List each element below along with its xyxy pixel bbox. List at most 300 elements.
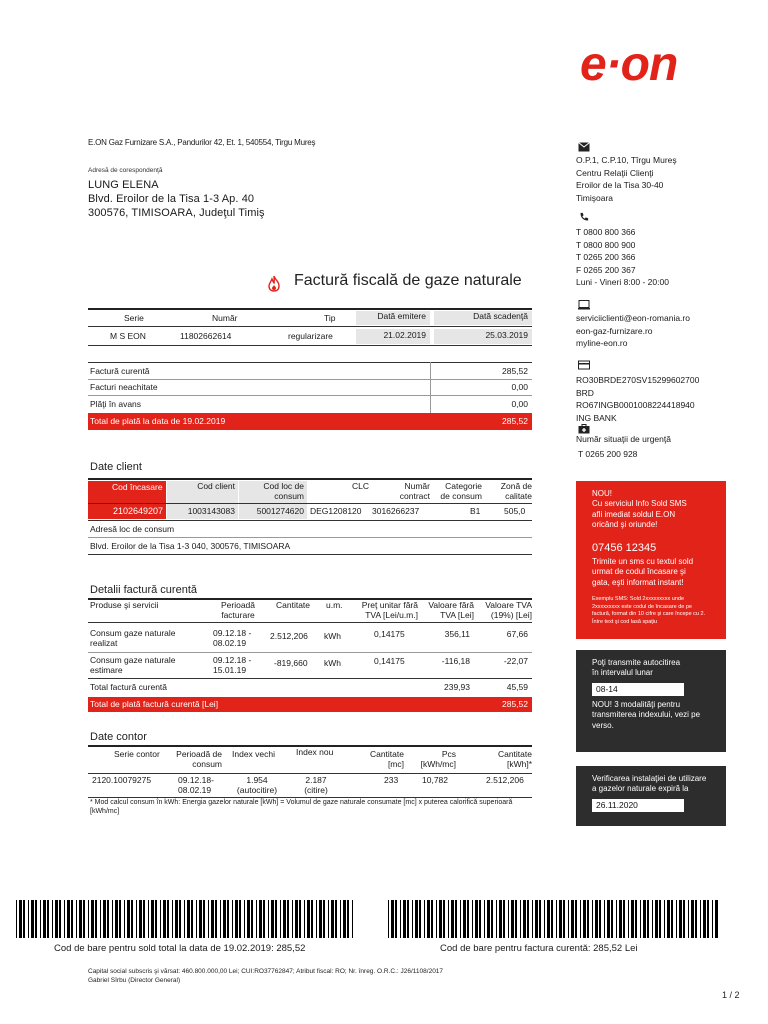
- barcode-bar: [172, 900, 173, 938]
- barcode-bar: [295, 900, 298, 938]
- barcode-bar: [196, 900, 197, 938]
- meter-header-qty-kwh: Cantitate [kWh]*: [497, 749, 532, 769]
- barcode-bar: [251, 900, 253, 938]
- barcode-bar: [211, 900, 214, 938]
- barcode-bar: [484, 900, 485, 938]
- client-cod-incasare-cell: [88, 504, 166, 519]
- sms-number: 07456 12345: [592, 541, 657, 554]
- total-due-bar: [88, 413, 532, 430]
- barcode-bar: [83, 900, 85, 938]
- barcode-bar: [203, 900, 205, 938]
- website-link[interactable]: eon-gaz-furnizare.ro: [576, 325, 653, 336]
- barcode-bar: [232, 900, 233, 938]
- barcode-bar: [31, 900, 34, 938]
- barcode-bar: [523, 900, 526, 938]
- summary-advance-value: 0,00: [511, 399, 528, 409]
- barcode-bar: [215, 900, 217, 938]
- barcode-bar: [316, 900, 317, 938]
- barcode-bar: [235, 900, 238, 938]
- promo-line: afli imediat soldul E.ON: [592, 509, 676, 519]
- barcode-bar: [167, 900, 169, 938]
- phone-line: T 0800 800 366: [576, 227, 636, 237]
- barcode-bar: [64, 900, 65, 938]
- barcode-bar: [244, 900, 245, 938]
- barcode-bar: [79, 900, 82, 938]
- postal-line: Centru Relaţii Clienţi: [576, 167, 654, 178]
- barcode-bar: [247, 900, 250, 938]
- meter-header-serie: Serie contor: [114, 749, 160, 759]
- barcode-bar: [604, 900, 605, 938]
- details-header-um: u.m.: [326, 600, 343, 610]
- details-row2-product: Consum gaze naturale estimare: [90, 655, 176, 675]
- details-total-value: 239,93: [444, 682, 470, 692]
- barcode-bar: [220, 900, 221, 938]
- barcode-bar: [119, 900, 121, 938]
- client-clc: DEG1208120: [310, 506, 362, 516]
- barcode-bar: [47, 900, 49, 938]
- barcode-bar: [535, 900, 538, 938]
- client-header-cod-client: Cod client: [167, 481, 238, 503]
- barcode-bar: [676, 900, 677, 938]
- barcode-bar: [595, 900, 598, 938]
- barcode-bar: [460, 900, 461, 938]
- barcode-bar: [451, 900, 454, 938]
- barcode-bar: [479, 900, 481, 938]
- barcode-bar: [700, 900, 701, 938]
- details-row1-value: 356,11: [444, 629, 470, 639]
- header-label-numar: Număr: [212, 313, 238, 323]
- barcode-bar: [103, 900, 106, 938]
- details-header-product: Produse şi servicii: [90, 600, 159, 610]
- phone-line: T 0800 800 900: [576, 239, 636, 250]
- client-header-contract: Număr contract: [399, 481, 430, 501]
- barcode-bar: [691, 900, 694, 938]
- recipient-address: [88, 178, 265, 220]
- client-header-categorie: Categorie de consum: [440, 481, 482, 501]
- barcode-bar: [688, 900, 689, 938]
- contact-phones: [576, 226, 669, 289]
- barcode-bar: [148, 900, 149, 938]
- barcode-bar: [328, 900, 329, 938]
- barcode-bar: [223, 900, 226, 938]
- details-header-vat: Valoare TVA (19%) [Lei]: [485, 600, 532, 620]
- barcode-bar: [715, 900, 718, 938]
- details-row1-um: kWh: [324, 631, 341, 641]
- barcode-bar: [556, 900, 557, 938]
- barcode-bar: [95, 900, 97, 938]
- barcode-bar: [619, 900, 622, 938]
- summary-current-value: 285,52: [502, 366, 528, 376]
- summary-unpaid-value: 0,00: [511, 382, 528, 392]
- barcode-bar: [415, 900, 418, 938]
- barcode-bar: [667, 900, 670, 938]
- barcode-bar: [139, 900, 142, 938]
- barcode-bar: [88, 900, 89, 938]
- place-label: Adresă loc de consum: [90, 524, 175, 534]
- barcode-bar: [443, 900, 445, 938]
- meter-serial: 2120.10079275: [92, 775, 152, 785]
- barcode-bar: [179, 900, 181, 938]
- barcode-total-caption: Cod de bare pentru sold total la data de 19.02.2019: 285,52: [54, 943, 306, 954]
- barcode-bar: [184, 900, 185, 938]
- header-label-issue-date: Dată emitere: [356, 311, 430, 325]
- card-icon: [578, 360, 590, 370]
- barcode-bar: [611, 900, 613, 938]
- info-sold-sms-panel: [576, 481, 726, 639]
- barcode-bar: [652, 900, 653, 938]
- place-value: Blvd. Eroilor de la Tisa 1-3 040, 300576, TIMISOARA: [90, 541, 291, 551]
- barcode-bar: [335, 900, 337, 938]
- details-row2-price: 0,14175: [374, 656, 405, 666]
- total-due-value: 285,52: [502, 416, 528, 426]
- barcode-bar: [547, 900, 550, 938]
- barcode-bar: [35, 900, 37, 938]
- meter-pcs: 10,782: [422, 775, 448, 785]
- details-row1-vat: 67,66: [506, 629, 528, 639]
- barcode-bar: [191, 900, 193, 938]
- barcode-bar: [671, 900, 673, 938]
- barcode-bar: [640, 900, 641, 938]
- envelope-icon: [578, 142, 590, 152]
- barcode-bar: [475, 900, 478, 938]
- barcode-bar: [527, 900, 529, 938]
- barcode-bar: [227, 900, 229, 938]
- summary-advance-label: Plăţi în avans: [90, 399, 142, 409]
- barcode-bar: [208, 900, 209, 938]
- meter-period: 09.12.18- 08.02.19: [178, 775, 214, 795]
- barcode-bar: [439, 900, 442, 938]
- meter-header-old-index: Index vechi: [232, 749, 275, 759]
- barcode-bar: [151, 900, 154, 938]
- reading-interval: 08-14: [592, 683, 684, 696]
- barcode-bar: [124, 900, 125, 938]
- barcode-bar: [515, 900, 517, 938]
- barcode-bar: [52, 900, 53, 938]
- barcode-bar: [160, 900, 161, 938]
- barcode-bar: [136, 900, 137, 938]
- client-header-cod-incasare-text: Cod încasare: [112, 482, 163, 492]
- barcode-bar: [655, 900, 658, 938]
- details-pay-label: Total de plată factură curentă [Lei]: [90, 699, 219, 709]
- phone-line: Luni - Vineri 8:00 - 20:00: [576, 277, 669, 288]
- barcode-bar: [448, 900, 449, 938]
- header-label-due-date: Dată scadenţă: [434, 311, 532, 325]
- details-row1-price: 0,14175: [374, 629, 405, 639]
- barcode-bar: [712, 900, 713, 938]
- client-header-clc: CLC: [352, 481, 370, 491]
- barcode-bar: [71, 900, 73, 938]
- details-header-period: Perioadă facturare: [220, 600, 256, 620]
- barcode-bar: [616, 900, 617, 938]
- barcode-bar: [59, 900, 61, 938]
- details-row2-period: 09.12.18 - 15.01.19: [213, 655, 252, 675]
- barcode-bar: [275, 900, 277, 938]
- meter-section-title: Date contor: [90, 731, 147, 743]
- flame-icon: [266, 275, 282, 292]
- barcode-bar: [508, 900, 509, 938]
- barcode-bar: [28, 900, 29, 938]
- iban-line: RO67INGB0001008224418940: [576, 400, 695, 411]
- barcode-bar: [91, 900, 94, 938]
- barcode-bar: [395, 900, 397, 938]
- reading-line: Poţi transmite autocitirea: [592, 658, 681, 667]
- barcode-bar: [472, 900, 473, 938]
- invoice-number: 11802662614: [180, 331, 232, 341]
- barcode-bar: [340, 900, 341, 938]
- promo-desc: gata, eşti informat instant!: [592, 577, 684, 587]
- barcode-bar: [23, 900, 25, 938]
- barcode-bar: [155, 900, 157, 938]
- details-header-qty: Cantitate: [276, 600, 311, 610]
- recipient-city: 300576, TIMISOARA, Judeţul Timiş: [88, 207, 265, 219]
- barcode-bar: [487, 900, 490, 938]
- summary-current-label: Factură curentă: [90, 366, 150, 376]
- barcode-bar: [112, 900, 113, 938]
- barcode-bar: [16, 900, 17, 938]
- client-cod-loc: 5001274620: [239, 504, 307, 519]
- header-label-tip: Tip: [324, 313, 336, 323]
- details-row2-qty: -819,660: [274, 658, 308, 668]
- invoice-issue-date: 21.02.2019: [356, 329, 430, 344]
- email-link[interactable]: serviciiclienti@eon-romania.ro: [576, 313, 690, 323]
- barcode-bar: [311, 900, 313, 938]
- meter-note: * Mod calcul consum în kWh: Energia gazelor naturale [kWh] = Volumul de gaze naturale consumate [mc] x puterea calorifică superioară [kWh/mc]: [90, 799, 513, 815]
- computer-icon: [578, 300, 590, 310]
- promo-heading: NOU!: [592, 489, 612, 498]
- barcode-bar: [436, 900, 437, 938]
- barcode-bar: [496, 900, 497, 938]
- barcode-bar: [412, 900, 413, 938]
- total-due-label: Total de plată la data de 19.02.2019: [90, 416, 226, 426]
- details-row2-um: kWh: [324, 658, 341, 668]
- barcode-bar: [100, 900, 101, 938]
- promo-line: oricând şi oriunde!: [592, 520, 658, 530]
- barcode-bar: [520, 900, 521, 938]
- barcode-bar: [239, 900, 241, 938]
- barcode-bar: [592, 900, 593, 938]
- barcode-bar: [319, 900, 322, 938]
- barcode-bar: [292, 900, 293, 938]
- barcode-bar: [679, 900, 682, 938]
- barcode-bar: [551, 900, 553, 938]
- barcode-bar: [647, 900, 649, 938]
- barcode-bar: [587, 900, 589, 938]
- check-text: Verificarea instalaţiei de utilizare a gazelor naturale expiră la: [592, 774, 707, 794]
- promo-desc: urmat de codul încasare şi: [592, 567, 686, 577]
- summary-unpaid-label: Facturi neachitate: [90, 382, 158, 392]
- contact-web: [576, 312, 690, 350]
- check-date: 26.11.2020: [592, 799, 684, 812]
- details-section-title: Detalii factură curentă: [90, 584, 197, 596]
- client-cod-client: 1003143083: [167, 504, 238, 519]
- myline-link[interactable]: myline-eon.ro: [576, 338, 628, 349]
- barcode-bar: [347, 900, 349, 938]
- invoice-due-date: 25.03.2019: [434, 329, 532, 344]
- barcode-bar: [424, 900, 425, 938]
- footer-legal: Capital social subscris şi vărsat: 460.800.000,00 Lei; CUI:RO37762847; Atribut fiscal: RO; Nr. înreg. O.R.C.: J26/1108/2017: [88, 968, 444, 975]
- client-contract: 3016266237: [372, 506, 420, 516]
- details-row2-value: -116,18: [441, 656, 470, 666]
- bank-name: BRD: [576, 387, 594, 398]
- sender-line: E.ON Gaz Furnizare S.A., Pandurilor 42, Et. 1, 540554, Tirgu Mureş: [88, 138, 316, 147]
- barcode-current: [388, 900, 720, 938]
- barcode-bar: [599, 900, 601, 938]
- recipient-street: Blvd. Eroilor de la Tisa 1-3 Ap. 40: [88, 193, 255, 205]
- barcode-bar: [76, 900, 77, 938]
- barcode-current-caption: Cod de bare pentru factura curentă: 285,52 Lei: [440, 943, 638, 954]
- client-categorie: B1: [470, 506, 481, 516]
- phone-line: F 0265 200 367: [576, 264, 636, 275]
- details-row1-product: Consum gaze naturale realizat: [90, 628, 176, 648]
- details-total-label: Total factură curentă: [90, 682, 168, 692]
- barcode-bar: [643, 900, 646, 938]
- barcode-bar: [268, 900, 269, 938]
- barcode-bar: [659, 900, 661, 938]
- details-pay-value: 285,52: [502, 699, 528, 709]
- barcode-bar: [583, 900, 586, 938]
- reading-nou: NOU! 3 modalităţi pentru transmiterea indexului, vezi pe verso.: [592, 699, 701, 730]
- details-header-value: Valoare fără TVA [Lei]: [428, 600, 474, 620]
- phone-line: T 0265 200 366: [576, 252, 636, 263]
- barcode-bar: [664, 900, 665, 938]
- barcode-bar: [323, 900, 325, 938]
- barcode-bar: [127, 900, 130, 938]
- barcode-bar: [19, 900, 22, 938]
- barcode-bar: [187, 900, 190, 938]
- barcode-bar: [431, 900, 433, 938]
- barcode-bar: [400, 900, 401, 938]
- barcode-bar: [299, 900, 301, 938]
- meter-qty-mc: 233: [384, 775, 399, 785]
- invoice-type: regularizare: [288, 331, 333, 341]
- barcode-bar: [331, 900, 334, 938]
- barcode-bar: [503, 900, 505, 938]
- barcode-bar: [352, 900, 353, 938]
- barcode-bar: [388, 900, 389, 938]
- details-row2-vat: -22,07: [503, 656, 528, 666]
- barcode-bar: [623, 900, 625, 938]
- footer-director: Gabriel Sîrbu (Director General): [88, 977, 181, 984]
- barcode-bar: [695, 900, 697, 938]
- barcode-bar: [559, 900, 562, 938]
- contact-bank: [576, 374, 699, 424]
- barcode-bar: [143, 900, 145, 938]
- meter-new-index: 2.187 (citire): [304, 775, 328, 795]
- bank-name: ING BANK: [576, 412, 617, 423]
- meter-header-pcs: Pcs [kWh/mc]: [420, 749, 456, 769]
- barcode-bar: [115, 900, 118, 938]
- recipient-name: LUNG ELENA: [88, 179, 159, 191]
- header-label-serie: Serie: [124, 313, 144, 323]
- installation-check-panel: [576, 766, 726, 826]
- barcode-bar: [607, 900, 610, 938]
- barcode-bar: [580, 900, 581, 938]
- client-header-cod-loc: Cod loc de consum: [239, 481, 307, 503]
- barcode-bar: [683, 900, 685, 938]
- postal-line: O.P.1, C.P.10, Tîrgu Mureş: [576, 155, 677, 165]
- contact-postal: [576, 154, 677, 204]
- emergency-label: Număr situaţii de urgenţă: [576, 434, 671, 444]
- client-cod-incasare: 2102649207: [112, 506, 163, 516]
- barcode-bar: [491, 900, 493, 938]
- barcode-bar: [343, 900, 346, 938]
- barcode-bar: [280, 900, 281, 938]
- barcode-bar: [263, 900, 265, 938]
- barcode-bar: [307, 900, 310, 938]
- client-section-title: Date client: [90, 461, 142, 473]
- barcode-bar: [511, 900, 514, 938]
- postal-line: Eroilor de la Tisa 30-40: [576, 180, 664, 191]
- meter-header-qty-mc: Cantitate [mc]: [369, 749, 404, 769]
- details-pay-bar: [88, 697, 532, 712]
- barcode-bar: [631, 900, 634, 938]
- barcode-bar: [467, 900, 469, 938]
- reading-line: în intervalul lunar: [592, 668, 653, 678]
- barcode-bar: [539, 900, 541, 938]
- barcode-bar: [544, 900, 545, 938]
- barcode-bar: [403, 900, 406, 938]
- barcode-bar: [283, 900, 286, 938]
- barcode-bar: [67, 900, 70, 938]
- barcode-bar: [563, 900, 565, 938]
- barcode-bar: [131, 900, 133, 938]
- barcode-bar: [419, 900, 421, 938]
- client-zona: 505,0: [504, 506, 526, 516]
- address-label: Adresă de corespondenţă: [88, 167, 163, 174]
- eon-logo: e·on: [580, 38, 678, 91]
- barcode-bar: [391, 900, 394, 938]
- barcode-bar: [532, 900, 533, 938]
- barcode-bar: [455, 900, 457, 938]
- invoice-series: M S EON: [110, 331, 146, 341]
- sms-example: Exemplu SMS: Sold 2xxxxxxxxx unde 2xxxxxxxxx este codul de încasare de pe factură, format din 10 cifre şi care începe cu 2. Între text şi cod lasă spaţiu: [592, 596, 706, 625]
- barcode-bar: [571, 900, 574, 938]
- barcode-bar: [427, 900, 430, 938]
- barcode-bar: [568, 900, 569, 938]
- barcode-bar: [259, 900, 262, 938]
- promo-line: Cu serviciul Info Sold SMS: [592, 499, 687, 509]
- barcode-total: [16, 900, 356, 938]
- barcode-bar: [499, 900, 502, 938]
- barcode-bar: [163, 900, 166, 938]
- barcode-bar: [707, 900, 709, 938]
- meter-old-index: 1.954 (autocitire): [236, 775, 278, 795]
- barcode-bar: [199, 900, 202, 938]
- barcode-bar: [40, 900, 41, 938]
- barcode-bar: [463, 900, 466, 938]
- page-number: 1 / 2: [722, 990, 740, 1000]
- self-reading-panel: [576, 650, 726, 752]
- barcode-bar: [107, 900, 109, 938]
- barcode-bar: [271, 900, 274, 938]
- details-total-vat: 45,59: [506, 682, 528, 692]
- emergency-phone: T 0265 200 928: [578, 449, 638, 459]
- meter-header-new-index: Index nou: [296, 747, 334, 757]
- meter-qty-kwh: 2.512,206: [486, 775, 524, 785]
- client-header-cod-incasare: [88, 481, 166, 503]
- barcode-bar: [55, 900, 58, 938]
- details-row1-period: 09.12.18 - 08.02.19: [213, 628, 252, 648]
- postal-line: Timişoara: [576, 192, 613, 203]
- iban-line: RO30BRDE270SV15299602700: [576, 375, 700, 385]
- details-row1-qty: 2.512,206: [270, 631, 308, 641]
- phone-icon: [578, 212, 590, 222]
- barcode-bar: [635, 900, 637, 938]
- barcode-bar: [287, 900, 289, 938]
- barcode-bar: [407, 900, 409, 938]
- client-header-zona: Zonă de calitate: [500, 481, 532, 501]
- promo-desc: Trimite un sms cu textul sold: [592, 557, 694, 567]
